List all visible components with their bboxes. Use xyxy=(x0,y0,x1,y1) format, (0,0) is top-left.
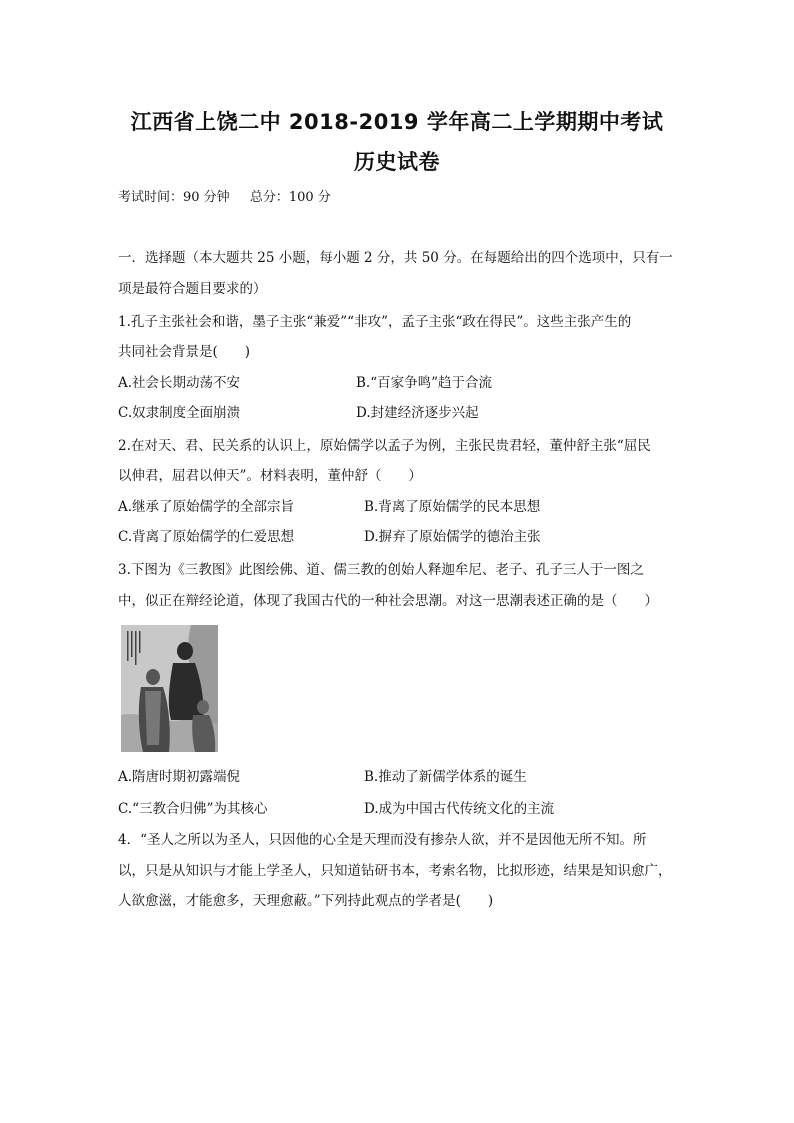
q1-stem-line2: 共同社会背景是( ) xyxy=(118,344,251,360)
q2-stem-line1: 2.在对天、君、民关系的认识上，原始儒学以孟子为例，主张民贵君轻，董仲舒主张“屈民 xyxy=(118,438,651,454)
section-instructions-line2: 项是最符合题目要求的） xyxy=(118,281,267,297)
q3-stem-line2: 中，似正在辩经论道，体现了我国古代的一种社会思潮。对这一思潮表述正确的是（ ） xyxy=(118,593,658,609)
q2-stem-line2: 以伸君，屈君以伸天”。材料表明，董仲舒（ ） xyxy=(118,468,422,484)
q1-option-d: D.封建经济逐步兴起 xyxy=(356,405,479,421)
q2-option-c: C.背离了原始儒学的仁爱思想 xyxy=(118,529,295,545)
exam-meta xyxy=(118,186,347,205)
q2-option-a: A.继承了原始儒学的全部宗旨 xyxy=(118,499,295,515)
three-teachings-painting xyxy=(121,625,218,752)
q2-option-d: D.摒弃了原始儒学的德治主张 xyxy=(364,529,541,545)
total-score: 总分：100 分 xyxy=(249,190,331,205)
exam-title: 江西省上饶二中 2018-2019 学年高二上学期期中考试 xyxy=(130,110,664,134)
exam-time: 考试时间：90 分钟 xyxy=(118,190,230,205)
q1-option-a: A.社会长期动荡不安 xyxy=(118,375,241,391)
q3-option-c: C.“三教合归佛”为其核心 xyxy=(118,801,268,817)
q1-stem-line1: 1.孔子主张社会和谐，墨子主张“兼爱”“非攻”，孟子主张“政在得民”。这些主张产生的 xyxy=(118,314,632,330)
q4-stem-line3: 人欲愈滋，才能愈多，天理愈蔽。”下列持此观点的学者是( ) xyxy=(118,893,494,909)
q4-stem-line2: 以，只是从知识与才能上学圣人，只知道钻研书本，考索名物，比拟形迹，结果是知识愈广， xyxy=(118,863,672,879)
exam-subtitle: 历史试卷 xyxy=(354,150,440,174)
q3-option-d: D.成为中国古代传统文化的主流 xyxy=(364,801,555,817)
q4-stem-line1: 4．“圣人之所以为圣人，只因他的心全是天理而没有掺杂人欲，并不是因他无所不知。所 xyxy=(118,832,647,848)
q1-option-b: B.“百家争鸣”趋于合流 xyxy=(356,375,493,391)
q3-stem-line1: 3.下图为《三教图》此图绘佛、道、儒三教的创始人释迦牟尼、老子、孔子三人于一图之 xyxy=(118,562,644,578)
q3-option-a: A.隋唐时期初露端倪 xyxy=(118,769,241,785)
q2-option-b: B.背离了原始儒学的民本思想 xyxy=(364,499,541,515)
q3-option-b: B.推动了新儒学体系的诞生 xyxy=(364,769,527,785)
q1-option-c: C.奴隶制度全面崩溃 xyxy=(118,405,241,421)
section-instructions-line1: 一．选择题（本大题共 25 小题，每小题 2 分，共 50 分。在每题给出的四个选项中，只有一 xyxy=(118,250,673,266)
